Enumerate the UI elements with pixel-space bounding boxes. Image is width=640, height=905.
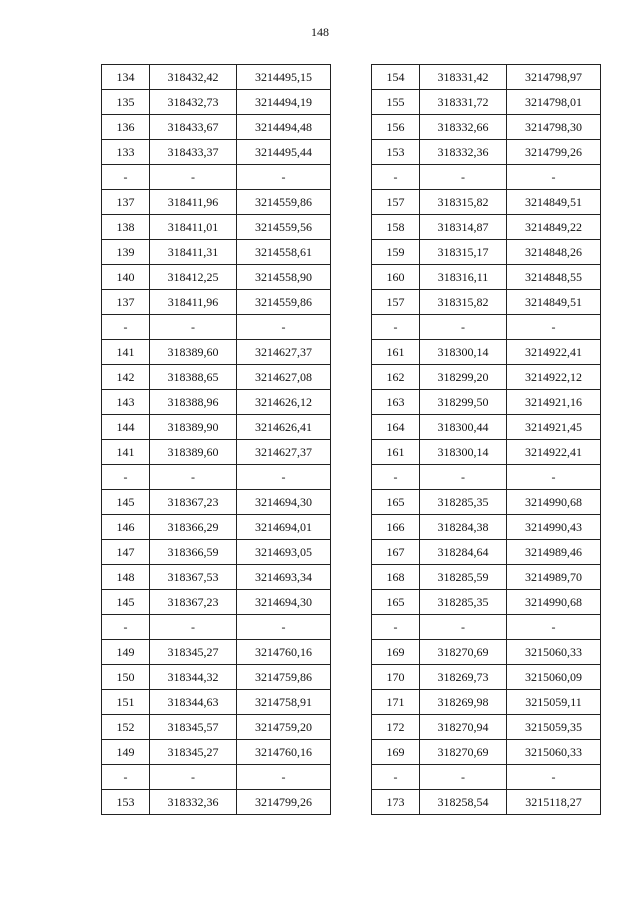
table-row	[102, 365, 331, 390]
table-row	[372, 90, 601, 115]
point-number-cell: 134	[102, 65, 150, 90]
point-number-cell: 165	[372, 490, 420, 515]
point-number-cell: 147	[102, 540, 150, 565]
y-coordinate-cell: 3214798,97	[507, 65, 601, 90]
y-coordinate-cell: -	[507, 465, 601, 490]
point-number-cell: -	[102, 765, 150, 790]
table-row	[372, 615, 601, 640]
x-coordinate-cell: 318411,96	[150, 290, 237, 315]
x-coordinate-cell: -	[150, 165, 237, 190]
point-number-cell: 138	[102, 215, 150, 240]
x-coordinate-cell: -	[150, 615, 237, 640]
table-row	[102, 540, 331, 565]
point-number-cell: 169	[372, 640, 420, 665]
point-number-cell: 171	[372, 690, 420, 715]
point-number-cell: 133	[102, 140, 150, 165]
table-row	[102, 315, 331, 340]
table-row	[102, 740, 331, 765]
table-row	[372, 440, 601, 465]
x-coordinate-cell: 318300,14	[420, 440, 507, 465]
table-row	[102, 115, 331, 140]
x-coordinate-cell: 318258,54	[420, 790, 507, 815]
y-coordinate-cell: 3214990,68	[507, 590, 601, 615]
y-coordinate-cell: 3214626,12	[237, 390, 331, 415]
table-row	[372, 465, 601, 490]
y-coordinate-cell: 3214626,41	[237, 415, 331, 440]
y-coordinate-cell: 3214693,34	[237, 565, 331, 590]
x-coordinate-cell: 318432,42	[150, 65, 237, 90]
x-coordinate-cell: 318411,96	[150, 190, 237, 215]
x-coordinate-cell: -	[420, 165, 507, 190]
table-row	[102, 190, 331, 215]
point-number-cell: 150	[102, 665, 150, 690]
y-coordinate-cell: 3214799,26	[237, 790, 331, 815]
x-coordinate-cell: 318388,96	[150, 390, 237, 415]
table-row	[372, 140, 601, 165]
point-number-cell: 153	[102, 790, 150, 815]
x-coordinate-cell: 318300,14	[420, 340, 507, 365]
point-number-cell: 149	[102, 740, 150, 765]
point-number-cell: -	[102, 315, 150, 340]
point-number-cell: 162	[372, 365, 420, 390]
x-coordinate-cell: 318345,27	[150, 740, 237, 765]
y-coordinate-cell: 3214760,16	[237, 740, 331, 765]
table-row	[102, 140, 331, 165]
point-number-cell: 135	[102, 90, 150, 115]
x-coordinate-cell: 318367,23	[150, 490, 237, 515]
y-coordinate-cell: 3214922,41	[507, 440, 601, 465]
table-row	[102, 490, 331, 515]
point-number-cell: 158	[372, 215, 420, 240]
table-row	[372, 415, 601, 440]
x-coordinate-cell: 318411,01	[150, 215, 237, 240]
y-coordinate-cell: 3214694,30	[237, 490, 331, 515]
y-coordinate-cell: 3214921,16	[507, 390, 601, 415]
point-number-cell: 145	[102, 590, 150, 615]
x-coordinate-cell: 318367,23	[150, 590, 237, 615]
y-coordinate-cell: -	[507, 315, 601, 340]
x-coordinate-cell: 318412,25	[150, 265, 237, 290]
point-number-cell: 163	[372, 390, 420, 415]
table-row	[372, 515, 601, 540]
x-coordinate-cell: 318366,59	[150, 540, 237, 565]
y-coordinate-cell: 3214849,51	[507, 190, 601, 215]
table-row	[102, 240, 331, 265]
x-coordinate-cell: 318316,11	[420, 265, 507, 290]
point-number-cell: 170	[372, 665, 420, 690]
x-coordinate-cell: 318331,72	[420, 90, 507, 115]
table-row	[102, 565, 331, 590]
y-coordinate-cell: 3214849,51	[507, 290, 601, 315]
table-row	[372, 715, 601, 740]
point-number-cell: 141	[102, 340, 150, 365]
x-coordinate-cell: 318300,44	[420, 415, 507, 440]
table-row	[102, 165, 331, 190]
point-number-cell: 167	[372, 540, 420, 565]
y-coordinate-cell: 3214495,15	[237, 65, 331, 90]
point-number-cell: 148	[102, 565, 150, 590]
table-row	[102, 715, 331, 740]
y-coordinate-cell: -	[237, 765, 331, 790]
table-row	[372, 365, 601, 390]
point-number-cell: 161	[372, 440, 420, 465]
x-coordinate-cell: -	[420, 615, 507, 640]
point-number-cell: -	[372, 765, 420, 790]
point-number-cell: 155	[372, 90, 420, 115]
point-number-cell: 169	[372, 740, 420, 765]
y-coordinate-cell: 3214849,22	[507, 215, 601, 240]
y-coordinate-cell: 3214990,68	[507, 490, 601, 515]
y-coordinate-cell: 3215059,11	[507, 690, 601, 715]
y-coordinate-cell: 3214760,16	[237, 640, 331, 665]
point-number-cell: -	[372, 615, 420, 640]
y-coordinate-cell: 3214495,44	[237, 140, 331, 165]
table-row	[372, 665, 601, 690]
point-number-cell: -	[102, 615, 150, 640]
table-row	[102, 90, 331, 115]
x-coordinate-cell: 318332,36	[420, 140, 507, 165]
y-coordinate-cell: 3214799,26	[507, 140, 601, 165]
y-coordinate-cell: 3214558,90	[237, 265, 331, 290]
y-coordinate-cell: 3214693,05	[237, 540, 331, 565]
table-row	[372, 190, 601, 215]
y-coordinate-cell: 3215060,33	[507, 740, 601, 765]
table-row	[372, 790, 601, 815]
y-coordinate-cell: 3214798,01	[507, 90, 601, 115]
x-coordinate-cell: -	[420, 765, 507, 790]
point-number-cell: 152	[102, 715, 150, 740]
table-row	[372, 290, 601, 315]
x-coordinate-cell: 318344,63	[150, 690, 237, 715]
point-number-cell: 159	[372, 240, 420, 265]
table-row	[102, 465, 331, 490]
y-coordinate-cell: -	[237, 615, 331, 640]
x-coordinate-cell: 318270,69	[420, 640, 507, 665]
point-number-cell: 137	[102, 190, 150, 215]
table-row	[372, 340, 601, 365]
point-number-cell: 149	[102, 640, 150, 665]
point-number-cell: 141	[102, 440, 150, 465]
x-coordinate-cell: 318433,67	[150, 115, 237, 140]
y-coordinate-cell: 3214694,01	[237, 515, 331, 540]
x-coordinate-cell: 318269,98	[420, 690, 507, 715]
point-number-cell: 140	[102, 265, 150, 290]
point-number-cell: -	[102, 465, 150, 490]
point-number-cell: -	[372, 465, 420, 490]
point-number-cell: 157	[372, 190, 420, 215]
table-row	[102, 290, 331, 315]
y-coordinate-cell: 3215060,33	[507, 640, 601, 665]
table-row	[102, 615, 331, 640]
x-coordinate-cell: -	[420, 465, 507, 490]
table-row	[102, 790, 331, 815]
y-coordinate-cell: -	[237, 465, 331, 490]
y-coordinate-cell: 3214922,12	[507, 365, 601, 390]
coordinates-table-left	[101, 64, 331, 815]
y-coordinate-cell: 3214989,46	[507, 540, 601, 565]
point-number-cell: 168	[372, 565, 420, 590]
table-row	[372, 165, 601, 190]
table-row	[102, 390, 331, 415]
table-row	[372, 315, 601, 340]
table-row	[102, 590, 331, 615]
x-coordinate-cell: 318284,64	[420, 540, 507, 565]
table-row	[372, 690, 601, 715]
x-coordinate-cell: 318285,35	[420, 590, 507, 615]
table-row	[372, 490, 601, 515]
point-number-cell: 160	[372, 265, 420, 290]
x-coordinate-cell: 318332,36	[150, 790, 237, 815]
point-number-cell: 154	[372, 65, 420, 90]
y-coordinate-cell: 3214559,56	[237, 215, 331, 240]
table-row	[372, 565, 601, 590]
x-coordinate-cell: 318315,82	[420, 290, 507, 315]
x-coordinate-cell: 318285,59	[420, 565, 507, 590]
y-coordinate-cell: 3214494,19	[237, 90, 331, 115]
point-number-cell: 146	[102, 515, 150, 540]
point-number-cell: -	[372, 165, 420, 190]
x-coordinate-cell: 318389,60	[150, 440, 237, 465]
table-row	[102, 765, 331, 790]
table-row	[372, 265, 601, 290]
point-number-cell: 173	[372, 790, 420, 815]
y-coordinate-cell: -	[507, 615, 601, 640]
x-coordinate-cell: 318433,37	[150, 140, 237, 165]
table-row	[372, 215, 601, 240]
table-row	[372, 65, 601, 90]
y-coordinate-cell: -	[237, 315, 331, 340]
table-row	[372, 240, 601, 265]
table-row	[102, 665, 331, 690]
x-coordinate-cell: 318344,32	[150, 665, 237, 690]
point-number-cell: 137	[102, 290, 150, 315]
table-row	[372, 590, 601, 615]
y-coordinate-cell: 3214798,30	[507, 115, 601, 140]
y-coordinate-cell: 3214627,37	[237, 340, 331, 365]
table-row	[102, 440, 331, 465]
y-coordinate-cell: 3214759,20	[237, 715, 331, 740]
y-coordinate-cell: 3214758,91	[237, 690, 331, 715]
x-coordinate-cell: 318388,65	[150, 365, 237, 390]
y-coordinate-cell: 3214627,08	[237, 365, 331, 390]
x-coordinate-cell: 318389,90	[150, 415, 237, 440]
y-coordinate-cell: 3214989,70	[507, 565, 601, 590]
y-coordinate-cell: -	[507, 765, 601, 790]
y-coordinate-cell: -	[507, 165, 601, 190]
y-coordinate-cell: 3214627,37	[237, 440, 331, 465]
point-number-cell: -	[102, 165, 150, 190]
table-row	[102, 340, 331, 365]
x-coordinate-cell: 318285,35	[420, 490, 507, 515]
y-coordinate-cell: 3215060,09	[507, 665, 601, 690]
y-coordinate-cell: 3214922,41	[507, 340, 601, 365]
x-coordinate-cell: 318284,38	[420, 515, 507, 540]
point-number-cell: 151	[102, 690, 150, 715]
table-row	[372, 115, 601, 140]
x-coordinate-cell: -	[150, 465, 237, 490]
y-coordinate-cell: 3214559,86	[237, 190, 331, 215]
table-row	[102, 65, 331, 90]
point-number-cell: 172	[372, 715, 420, 740]
x-coordinate-cell: 318367,53	[150, 565, 237, 590]
table-row	[372, 540, 601, 565]
point-number-cell: 161	[372, 340, 420, 365]
x-coordinate-cell: 318389,60	[150, 340, 237, 365]
point-number-cell: 145	[102, 490, 150, 515]
y-coordinate-cell: 3215059,35	[507, 715, 601, 740]
point-number-cell: 166	[372, 515, 420, 540]
table-row	[102, 640, 331, 665]
table-row	[102, 415, 331, 440]
coordinates-table-right	[371, 64, 601, 815]
point-number-cell: 143	[102, 390, 150, 415]
point-number-cell: 165	[372, 590, 420, 615]
y-coordinate-cell: 3215118,27	[507, 790, 601, 815]
point-number-cell: 153	[372, 140, 420, 165]
point-number-cell: 136	[102, 115, 150, 140]
table-row	[372, 390, 601, 415]
y-coordinate-cell: 3214494,48	[237, 115, 331, 140]
x-coordinate-cell: 318299,50	[420, 390, 507, 415]
x-coordinate-cell: 318331,42	[420, 65, 507, 90]
x-coordinate-cell: 318315,82	[420, 190, 507, 215]
point-number-cell: 142	[102, 365, 150, 390]
table-row	[102, 515, 331, 540]
x-coordinate-cell: 318315,17	[420, 240, 507, 265]
y-coordinate-cell: -	[237, 165, 331, 190]
x-coordinate-cell: 318432,73	[150, 90, 237, 115]
table-row	[102, 265, 331, 290]
x-coordinate-cell: 318270,94	[420, 715, 507, 740]
x-coordinate-cell: 318345,27	[150, 640, 237, 665]
page-number: 148	[311, 25, 329, 39]
point-number-cell: 157	[372, 290, 420, 315]
x-coordinate-cell: 318314,87	[420, 215, 507, 240]
table-row	[372, 640, 601, 665]
y-coordinate-cell: 3214559,86	[237, 290, 331, 315]
x-coordinate-cell: 318411,31	[150, 240, 237, 265]
table-row	[102, 215, 331, 240]
point-number-cell: 164	[372, 415, 420, 440]
point-number-cell: -	[372, 315, 420, 340]
x-coordinate-cell: -	[150, 765, 237, 790]
y-coordinate-cell: 3214848,26	[507, 240, 601, 265]
table-row	[372, 765, 601, 790]
x-coordinate-cell: -	[420, 315, 507, 340]
point-number-cell: 144	[102, 415, 150, 440]
table-row	[372, 740, 601, 765]
y-coordinate-cell: 3214990,43	[507, 515, 601, 540]
x-coordinate-cell: 318270,69	[420, 740, 507, 765]
y-coordinate-cell: 3214759,86	[237, 665, 331, 690]
table-row	[102, 690, 331, 715]
point-number-cell: 139	[102, 240, 150, 265]
y-coordinate-cell: 3214694,30	[237, 590, 331, 615]
x-coordinate-cell: 318269,73	[420, 665, 507, 690]
x-coordinate-cell: 318366,29	[150, 515, 237, 540]
y-coordinate-cell: 3214848,55	[507, 265, 601, 290]
y-coordinate-cell: 3214921,45	[507, 415, 601, 440]
x-coordinate-cell: 318332,66	[420, 115, 507, 140]
x-coordinate-cell: 318345,57	[150, 715, 237, 740]
x-coordinate-cell: -	[150, 315, 237, 340]
point-number-cell: 156	[372, 115, 420, 140]
y-coordinate-cell: 3214558,61	[237, 240, 331, 265]
x-coordinate-cell: 318299,20	[420, 365, 507, 390]
